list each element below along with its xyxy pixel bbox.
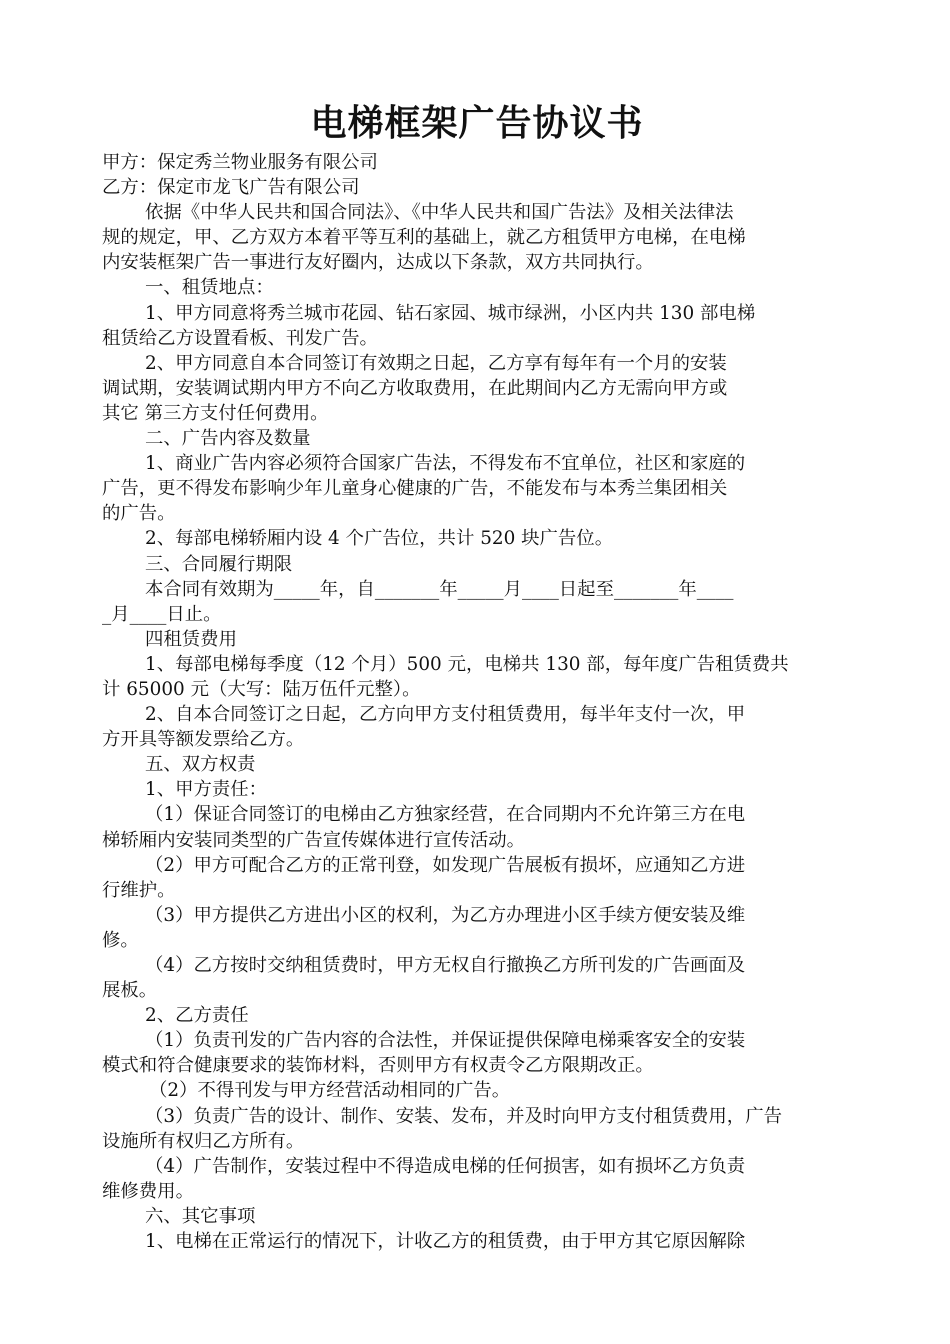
text-line: 的广告。 (102, 503, 176, 525)
document-title: 电梯框架广告协议书 (310, 103, 644, 144)
text-line: 行维护。 (102, 879, 176, 901)
text-line: （4）乙方按时交纳租赁费时，甲方无权自行撤换乙方所刊发的广告画面及 (145, 955, 746, 976)
text-line: 设施所有权归乙方所有。 (102, 1130, 305, 1152)
text-line: 规的规定，甲、乙方双方本着平等互利的基础上，就乙方租赁甲方电梯，在电梯 (102, 227, 746, 249)
text-line: 六、其它事项 (145, 1205, 256, 1227)
text-line: 1、甲方同意将秀兰城市花园、钻石家园、城市绿洲，小区内共 130 部电梯 (145, 302, 756, 324)
text-line: 三、合同履行期限 (145, 553, 293, 575)
text-line: 1、电梯在正常运行的情况下，计收乙方的租赁费，由于甲方其它原因解除 (145, 1231, 746, 1253)
text-line: 维修费用。 (102, 1180, 194, 1202)
text-line: 2、每部电梯轿厢内设 4 个广告位，共计 520 块广告位。 (145, 528, 614, 550)
text-line: （4）广告制作，安装过程中不得造成电梯的任何损害，如有损坏乙方负责 (145, 1155, 746, 1177)
text-line: 一、租赁地点： (145, 277, 274, 299)
text-line: 计 65000 元（大写：陆万伍仟元整）。 (102, 678, 421, 700)
text-line: （2）甲方可配合乙方的正常刊登，如发现广告展板有损坏，应通知乙方进 (145, 854, 746, 876)
text-line: 展板。 (102, 980, 158, 1002)
text-line: 五、双方权责 (145, 754, 256, 776)
text-line: 调试期，安装调试期内甲方不向乙方收取费用，在此期间内乙方无需向甲方或 (102, 377, 728, 399)
text-line: 1、商业广告内容必须符合国家广告法，不得发布不宜单位，社区和家庭的 (145, 453, 746, 475)
text-line: 甲方：保定秀兰物业服务有限公司 (102, 152, 378, 173)
text-line: 1、每部电梯每季度（12 个月）500 元，电梯共 130 部，每年度广告租赁费共 (145, 653, 789, 675)
text-line: （3）负责广告的设计、制作、安装、发布，并及时向甲方支付租赁费用，广告 (145, 1105, 782, 1127)
text-line: 1、甲方责任： (145, 779, 268, 801)
text-line: 四租赁费用 (145, 628, 237, 650)
document-page (102, 98, 852, 1254)
text-line: 方开具等额发票给乙方。 (102, 729, 305, 751)
text-line: 梯轿厢内安装同类型的广告宣传媒体进行宣传活动。 (102, 829, 525, 851)
text-line: 二、广告内容及数量 (145, 428, 311, 450)
text-line: 修。 (102, 929, 139, 951)
text-line: （1）保证合同签订的电梯由乙方独家经营，在合同期内不允许第三方在电 (145, 804, 746, 826)
text-line: 其它 第三方支付任何费用。 (102, 402, 329, 424)
text-line: 2、乙方责任 (145, 1005, 249, 1027)
text-line: （2）不得刊发与甲方经营活动相同的广告。 (149, 1080, 511, 1102)
text-line: 依据《中华人民共和国合同法》、《中华人民共和国广告法》及相关法律法 (145, 202, 734, 224)
text-line: 乙方：保定市龙飞广告有限公司 (102, 177, 360, 199)
text-line: 模式和符合健康要求的装饰材料，否则甲方有权责令乙方限期改正。 (102, 1055, 654, 1077)
text-line: （1）负责刊发的广告内容的合法性，并保证提供保障电梯乘客安全的安装 (145, 1030, 746, 1052)
text-line: 广告，更不得发布影响少年儿童身心健康的广告，不能发布与本秀兰集团相关 (102, 478, 728, 500)
text-line: 本合同有效期为_____年，自_______年_____月____日起至_______年____ (145, 578, 734, 600)
text-line: （3）甲方提供乙方进出小区的权利，为乙方办理进小区手续方便安装及维 (145, 904, 746, 926)
text-line: 内安装框架广告一事进行友好圈内，达成以下条款，双方共同执行。 (102, 252, 654, 274)
text-line: 租赁给乙方设置看板、刊发广告。 (102, 327, 378, 349)
text-line: _月____日止。 (102, 603, 222, 625)
document-body (102, 150, 852, 1254)
text-line: 2、自本合同签订之日起，乙方向甲方支付租赁费用，每半年支付一次，甲 (145, 704, 746, 726)
text-line: 2、甲方同意自本合同签订有效期之日起，乙方享有每年有一个月的安装 (145, 352, 727, 374)
